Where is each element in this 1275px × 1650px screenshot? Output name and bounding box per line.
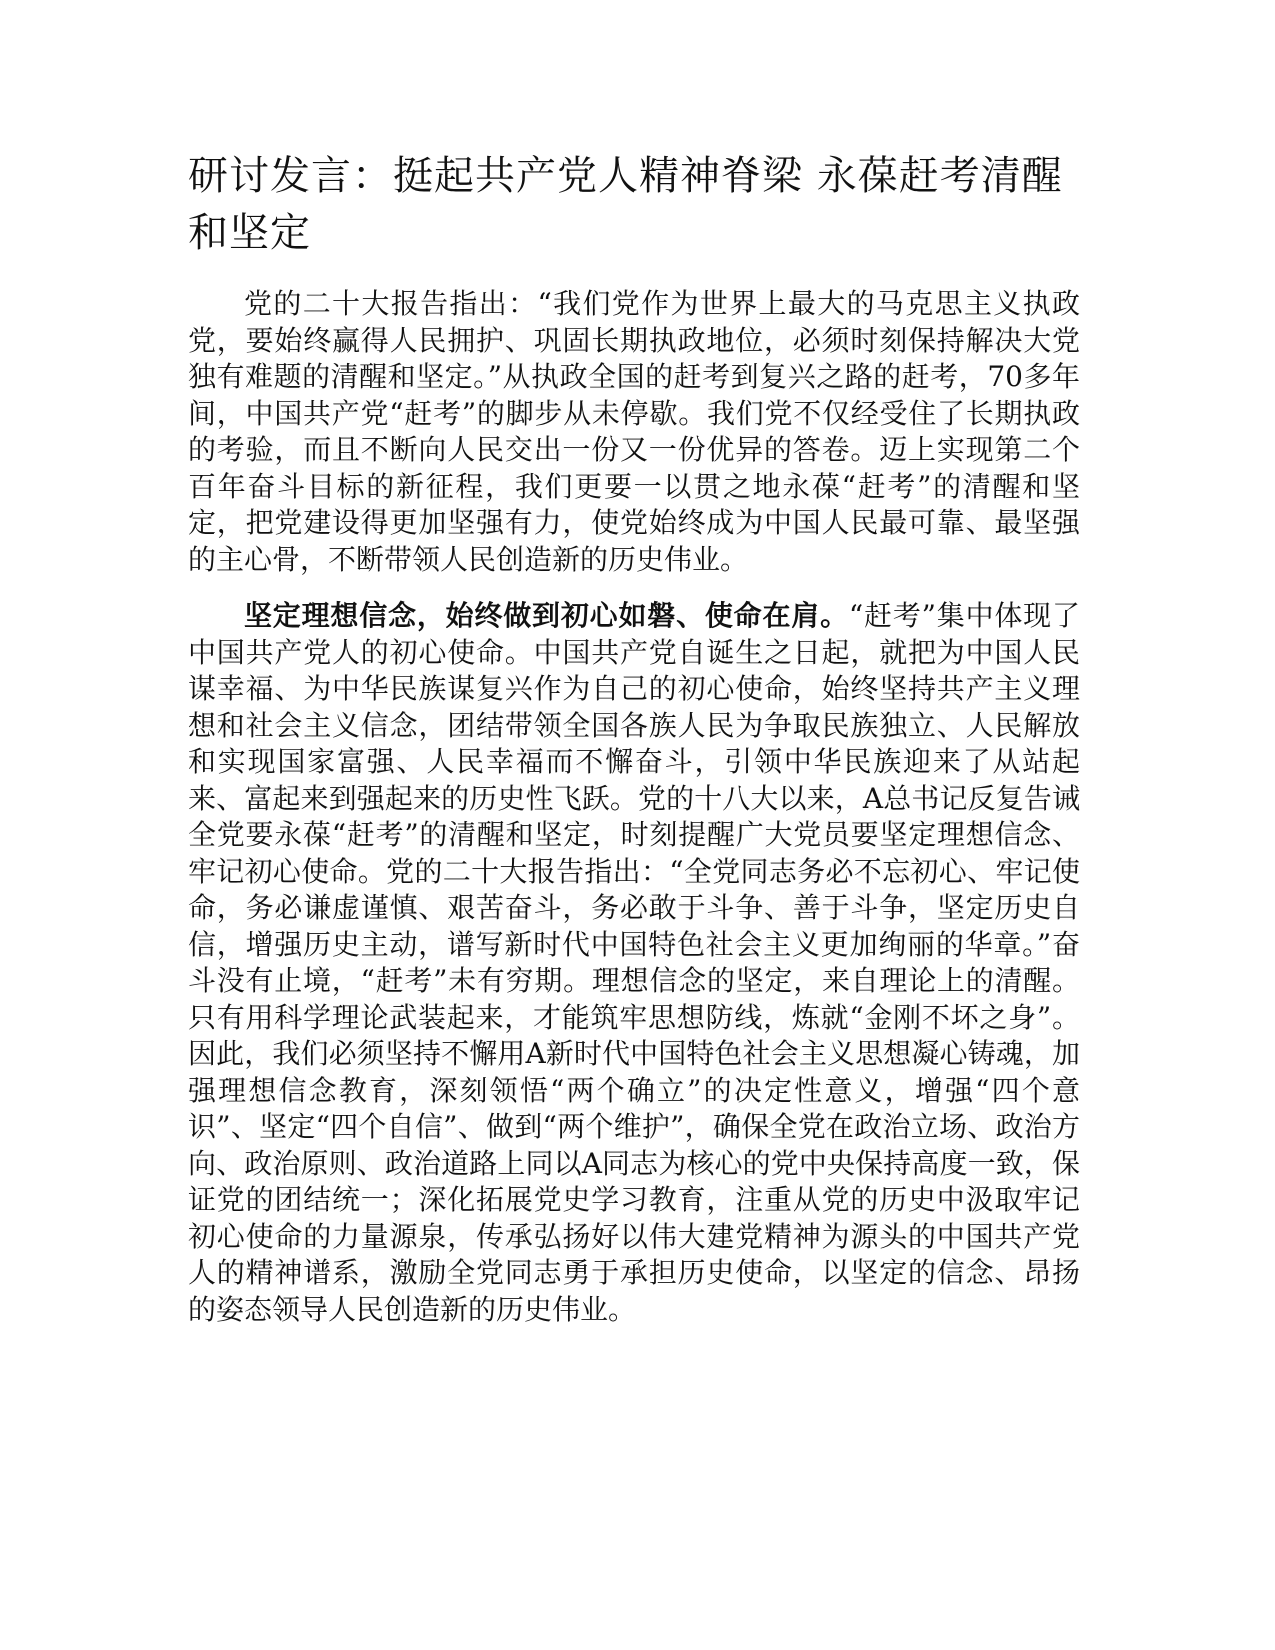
paragraph-ideals [188, 598, 1080, 1328]
paragraph-ideals-text: “赶考”集中体现了中国共产党人的初心使命。中国共产党自诞生之日起，就把为中国人民谋幸福、为中华民族谋复兴作为自己的初心使命，始终坚持共产主义理想和社会主义信念，团结带领全国各族人民为争取民族独立、人民解放和实现国家富强、人民幸福而不懈奋斗，引领中华民族迎来了从站起来、富起来到强起来的历史性飞跃。党的十八大以来，A总书记反复告诫全党要永葆“赶考”的清醒和坚定，时刻提醒广大党员要坚定理想信念、牢记初心使命。党的二十大报告指出：“全党同志务必不忘初心、牢记使命，务必谦虚谨慎、艰苦奋斗，务必敢于斗争、善于斗争，坚定历史自信，增强历史主动，谱写新时代中国特色社会主义更加绚丽的华章。”奋斗没有止境，“赶考”未有穷期。理想信念的坚定，来自理论上的清醒。只有用科学理论武装起来，才能筑牢思想防线，炼就“金刚不坏之身”。因此，我们必须坚持不懈用A新时代中国特色社会主义思想凝心铸魂，加强理想信念教育，深刻领悟“两个确立”的决定性意义，增强“四个意识”、坚定“四个自信”、做到“两个维护”，确保全党在政治立场、政治方向、政治原则、政治道路上同以A同志为核心的党中央保持高度一致，保证党的团结统一；深化拓展党史学习教育，注重从党的历史中汲取牢记初心使命的力量源泉，传承弘扬好以伟大建党精神为源头的中国共产党人的精神谱系，激励全党同志勇于承担历史使命，以坚定的信念、昂扬的姿态领导人民创造新的历史伟业。 [188, 599, 1080, 1326]
document-page [188, 148, 1080, 1328]
document-title: 研讨发言：挺起共产党人精神脊梁 永葆赶考清醒和坚定 [188, 153, 1063, 256]
paragraph-intro-text: 党的二十大报告指出：“我们党作为世界上最大的马克思主义执政党，要始终赢得人民拥护、巩固长期执政地位，必须时刻保持解决大党独有难题的清醒和坚定。”从执政全国的赶考到复兴之路的赶考，70多年间，中国共产党“赶考”的脚步从未停歇。我们党不仅经受住了长期执政的考验，而且不断向人民交出一份又一份优异的答卷。迈上实现第二个百年奋斗目标的新征程，我们更要一以贯之地永葆“赶考”的清醒和坚定，把党建设得更加坚强有力，使党始终成为中国人民最可靠、最坚强的主心骨，不断带领人民创造新的历史伟业。 [188, 287, 1080, 576]
paragraph-intro [188, 286, 1080, 578]
paragraph-ideals-lead: 坚定理想信念，始终做到初心如磐、使命在肩。 [244, 599, 849, 632]
